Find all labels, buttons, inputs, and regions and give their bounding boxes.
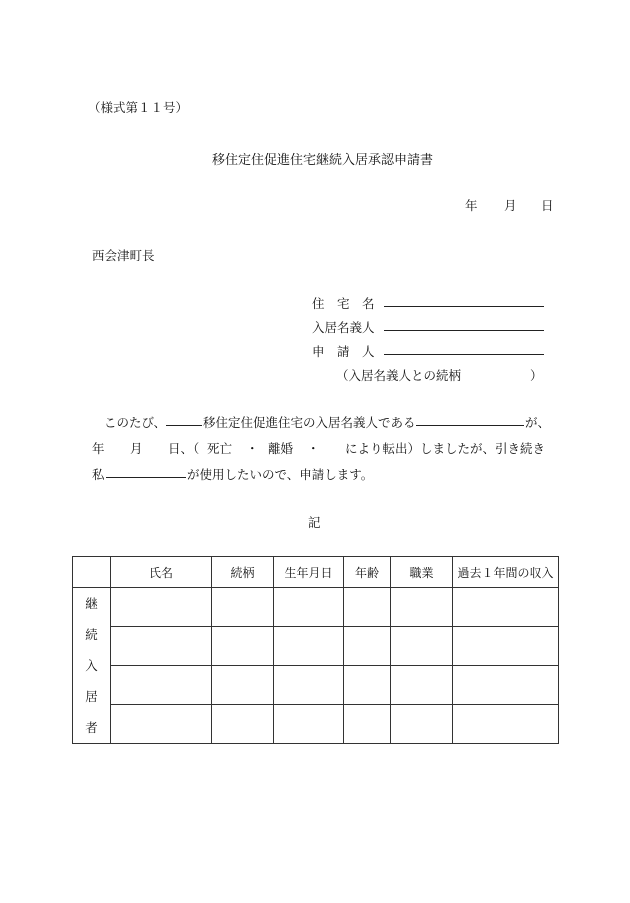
occupant-label: 入居名義人: [312, 320, 375, 335]
cell-income[interactable]: [453, 666, 559, 705]
p3-intro: 私: [92, 467, 105, 482]
p1-intro: このたび、: [104, 415, 167, 430]
cell-age[interactable]: [344, 627, 391, 666]
cell-age[interactable]: [344, 666, 391, 705]
p2-year: 年: [92, 441, 105, 456]
cell-name[interactable]: [111, 666, 212, 705]
p2-divorce: 離婚: [268, 441, 294, 456]
page-title: 移住定住促進住宅継続入居承認申請書: [212, 153, 434, 168]
note-mark: 記: [308, 515, 321, 530]
cell-occupation[interactable]: [391, 588, 453, 627]
relation-close: ）: [530, 368, 543, 383]
relation-open: （入居名義人との続柄: [336, 368, 462, 383]
occupant-field[interactable]: [384, 318, 544, 331]
cell-age[interactable]: [344, 588, 391, 627]
cell-occupation[interactable]: [391, 705, 453, 744]
table-row: [73, 588, 559, 627]
applicant-label: 申 請 人: [312, 344, 375, 359]
cell-relation[interactable]: [212, 666, 274, 705]
header-age: 年齢: [344, 557, 391, 588]
cell-birthdate[interactable]: [274, 666, 344, 705]
cell-name[interactable]: [111, 627, 212, 666]
cell-relation[interactable]: [212, 627, 274, 666]
applicant-field[interactable]: [384, 342, 544, 355]
cell-relation[interactable]: [212, 705, 274, 744]
p3-blank-name[interactable]: [106, 465, 186, 478]
header-occupation: 職業: [391, 557, 453, 588]
cell-occupation[interactable]: [391, 666, 453, 705]
table-row: [73, 627, 559, 666]
p1-end: が、: [525, 415, 551, 430]
p1-middle: 移住定住促進住宅の入居名義人である: [203, 415, 416, 430]
header-birthdate: 生年月日: [274, 557, 344, 588]
cell-income[interactable]: [453, 588, 559, 627]
row-label: 継 続 入 居 者: [73, 588, 111, 744]
p2-tail: により転出）しましたが、引き続き: [345, 441, 546, 456]
p3-tail: が使用したいので、申請します。: [187, 467, 374, 482]
p2-dot2: ・: [307, 441, 320, 456]
table-corner: [73, 557, 111, 588]
form-number: （様式第１１号）: [88, 100, 189, 115]
cell-name[interactable]: [111, 705, 212, 744]
p1-blank-house[interactable]: [166, 413, 202, 426]
cell-birthdate[interactable]: [274, 705, 344, 744]
date-month: 月: [504, 198, 517, 213]
p1-blank-name[interactable]: [416, 413, 524, 426]
header-income: 過去１年間の収入: [453, 557, 559, 588]
cell-income[interactable]: [453, 627, 559, 666]
table-row: [73, 666, 559, 705]
cell-age[interactable]: [344, 705, 391, 744]
address-field[interactable]: [384, 294, 544, 307]
cell-name[interactable]: [111, 588, 212, 627]
cell-income[interactable]: [453, 705, 559, 744]
p2-month: 月: [130, 441, 143, 456]
p2-death: 死亡: [207, 441, 233, 456]
p2-day: 日、（: [168, 441, 200, 456]
cell-relation[interactable]: [212, 588, 274, 627]
header-relation: 続柄: [212, 557, 274, 588]
table-header-row: [73, 557, 559, 588]
cell-birthdate[interactable]: [274, 627, 344, 666]
date-day: 日: [541, 198, 554, 213]
header-name: 氏名: [111, 557, 212, 588]
addressee: 西会津町長: [92, 248, 155, 263]
cell-birthdate[interactable]: [274, 588, 344, 627]
p2-dot1: ・: [246, 441, 259, 456]
occupant-table: [72, 556, 559, 744]
date-year: 年: [465, 198, 478, 213]
cell-occupation[interactable]: [391, 627, 453, 666]
address-label: 住 宅 名: [312, 296, 375, 311]
table-row: [73, 705, 559, 744]
